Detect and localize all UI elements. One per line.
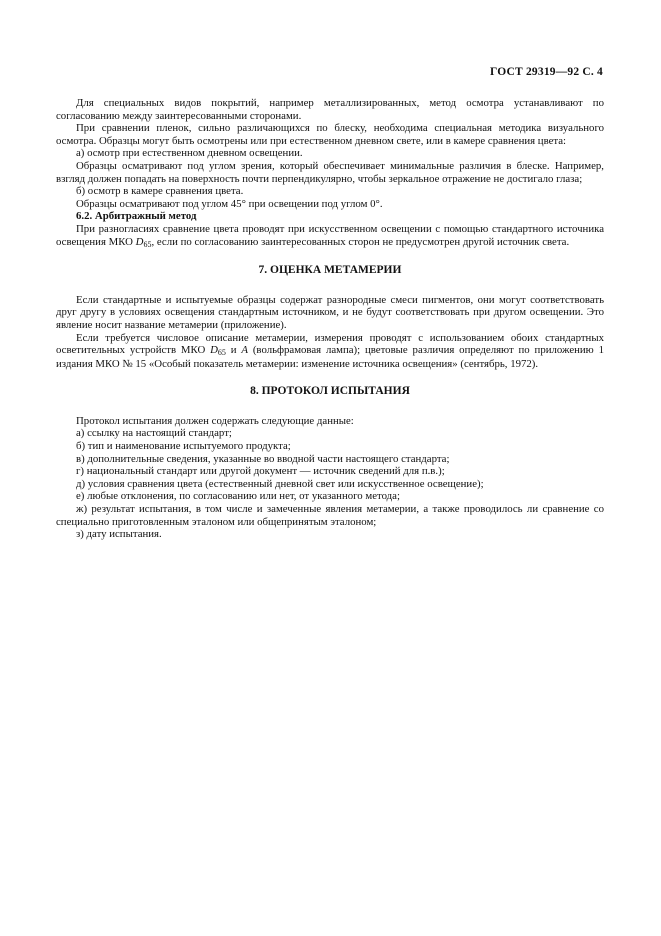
list-item: г) национальный стандарт или другой документ — источник сведений для п.в.); [76, 465, 445, 478]
paragraph-arbitration: При разногласиях сравнение цвета проводят при искусственном освещении с помощью стандартного источника освещения МКО D65, если по согласованию заинтересованных сторон не предусмотрен другой источник света. [56, 222, 604, 249]
paragraph-daylight: а) осмотр при естественном дневном освещении. [76, 147, 303, 160]
subsection-6-2-title: 6.2. Арбитражный метод [76, 210, 197, 223]
list-item: в) дополнительные сведения, указанные во вводной части настоящего стандарта; [76, 452, 450, 465]
paragraph-metallized: Для специальных видов покрытий, например металлизированных, метод осмотра устанавливают по согласованию между заинтересованными сторонами. [56, 97, 604, 122]
paragraph-booth: б) осмотр в камере сравнения цвета. [76, 185, 244, 198]
list-item: ж) результат испытания, в том числе и замеченные явления метамерии, а также проводилось ли сравнение со специально приготовленным эталоном или общепринятым эталоном; [56, 503, 604, 528]
document-body [56, 97, 604, 541]
page-header: ГОСТ 29319—92 С. 4 [490, 66, 603, 78]
list-item: з) дату испытания. [76, 528, 162, 541]
section-8-heading: 8. ПРОТОКОЛ ИСПЫТАНИЯ [250, 385, 410, 398]
paragraph-viewing-angle: Образцы осматривают под углом зрения, который обеспечивает минимальные различия в блеске. Например, взгляд должен попадать на поверхность почти перпендикулярно, чтобы зеркальное отражение не достигало глаза; [56, 159, 604, 185]
list-item: д) условия сравнения цвета (естественный дневной свет или искусственное освещение); [76, 477, 484, 490]
paragraph-metamerism-measure: Если требуется числовое описание метамерии, измерения проводят с использованием обоих стандартных осветительных устройств МКО D65 и A (вольфрамовая лампа); цветовые различия определяют по приложению 1 издания МКО № 15 «Особый показатель метамерии: изменение источника освещения» (сентябрь, 1972). [56, 331, 604, 370]
paragraph-45-degrees: Образцы осматривают под углом 45° при освещении под углом 0°. [76, 197, 383, 210]
section-7-heading: 7. ОЦЕНКА МЕТАМЕРИИ [258, 264, 402, 277]
paragraph-gloss: При сравнении пленок, сильно различающихся по блеску, необходима специальная методика визуального осмотра. Образцы могут быть осмотрены или при естественном дневном свете, или в камере сравнения цвета: [56, 122, 604, 147]
list-item: е) любые отклонения, по согласованию или нет, от указанного метода; [76, 490, 400, 503]
list-item: а) ссылку на настоящий стандарт; [76, 427, 232, 440]
paragraph-metamerism: Если стандартные и испытуемые образцы содержат разнородные смеси пигментов, они могут соответствовать друг другу в условиях освещения стандартным источником, и не будут соответствовать при другом освещении. Это явление носит название метамерии (приложение). [56, 293, 604, 331]
paragraph-protocol-intro: Протокол испытания должен содержать следующие данные: [76, 414, 354, 427]
list-item: б) тип и наименование испытуемого продукта; [76, 440, 291, 453]
